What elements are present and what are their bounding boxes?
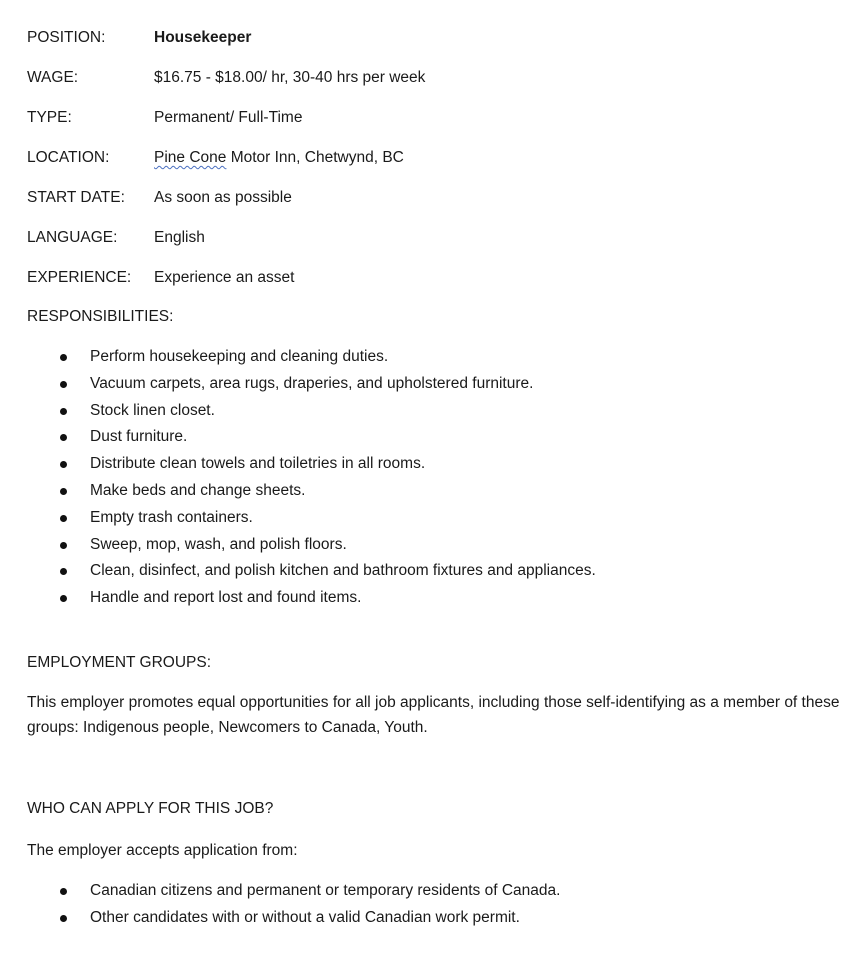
list-item: Distribute clean towels and toiletries in all rooms. bbox=[27, 451, 847, 478]
list-item: Other candidates with or without a valid Canadian work permit. bbox=[27, 905, 847, 932]
who-can-apply-intro: The employer accepts application from: bbox=[27, 841, 298, 859]
list-item: Sweep, mop, wash, and polish floors. bbox=[27, 532, 847, 559]
bullet-icon bbox=[60, 354, 67, 361]
wage-value: $16.75 - $18.00/ hr, 30-40 hrs per week bbox=[154, 69, 426, 86]
field-label: LOCATION: bbox=[27, 149, 110, 166]
who-can-apply-list bbox=[27, 878, 847, 932]
location-value-rest: Motor Inn, Chetwynd, BC bbox=[226, 149, 404, 166]
list-item: Canadian citizens and permanent or temporary residents of Canada. bbox=[27, 878, 847, 905]
field-start-date bbox=[27, 184, 847, 224]
bullet-icon bbox=[60, 595, 67, 602]
field-label: LANGUAGE: bbox=[27, 229, 118, 246]
field-language bbox=[27, 224, 847, 264]
list-item: Stock linen closet. bbox=[27, 398, 847, 425]
bullet-icon bbox=[60, 568, 67, 575]
position-value: Housekeeper bbox=[154, 29, 252, 46]
experience-value: Experience an asset bbox=[154, 269, 295, 286]
responsibilities-heading: RESPONSIBILITIES: bbox=[27, 308, 174, 325]
language-value: English bbox=[154, 229, 205, 246]
field-label: TYPE: bbox=[27, 109, 72, 126]
field-label: START DATE: bbox=[27, 189, 125, 206]
list-item: Make beds and change sheets. bbox=[27, 478, 847, 505]
type-value: Permanent/ Full-Time bbox=[154, 109, 303, 126]
responsibilities-list bbox=[27, 344, 847, 612]
bullet-icon bbox=[60, 461, 67, 468]
list-item: Vacuum carpets, area rugs, draperies, and upholstered furniture. bbox=[27, 371, 847, 398]
field-location bbox=[27, 144, 847, 184]
bullet-icon bbox=[60, 408, 67, 415]
bullet-icon bbox=[60, 515, 67, 522]
field-experience bbox=[27, 264, 847, 304]
field-label: EXPERIENCE: bbox=[27, 269, 132, 286]
list-item: Dust furniture. bbox=[27, 424, 847, 451]
field-position bbox=[27, 24, 847, 64]
bullet-icon bbox=[60, 888, 67, 895]
field-type bbox=[27, 104, 847, 144]
field-label: POSITION: bbox=[27, 29, 106, 46]
field-label: WAGE: bbox=[27, 69, 79, 86]
spellcheck-flagged-text[interactable]: Pine Cone bbox=[154, 149, 227, 166]
job-posting-document bbox=[27, 24, 847, 932]
bullet-icon bbox=[60, 542, 67, 549]
bullet-icon bbox=[60, 434, 67, 441]
start-date-value: As soon as possible bbox=[154, 189, 292, 206]
bullet-icon bbox=[60, 488, 67, 495]
list-item: Handle and report lost and found items. bbox=[27, 585, 847, 612]
employment-groups-heading: EMPLOYMENT GROUPS: bbox=[27, 653, 212, 671]
list-item: Clean, disinfect, and polish kitchen and bathroom fixtures and appliances. bbox=[27, 558, 847, 585]
employment-groups-text: This employer promotes equal opportunities for all job applicants, including those self-identifying as a member of these groups: Indigenous people, Newcomers to Canada, Youth. bbox=[27, 693, 840, 736]
bullet-icon bbox=[60, 915, 67, 922]
bullet-icon bbox=[60, 381, 67, 388]
who-can-apply-heading: WHO CAN APPLY FOR THIS JOB? bbox=[27, 799, 274, 817]
location-value bbox=[154, 144, 404, 172]
list-item: Empty trash containers. bbox=[27, 505, 847, 532]
job-fields bbox=[27, 24, 847, 304]
list-item: Perform housekeeping and cleaning duties. bbox=[27, 344, 847, 371]
field-wage bbox=[27, 64, 847, 104]
